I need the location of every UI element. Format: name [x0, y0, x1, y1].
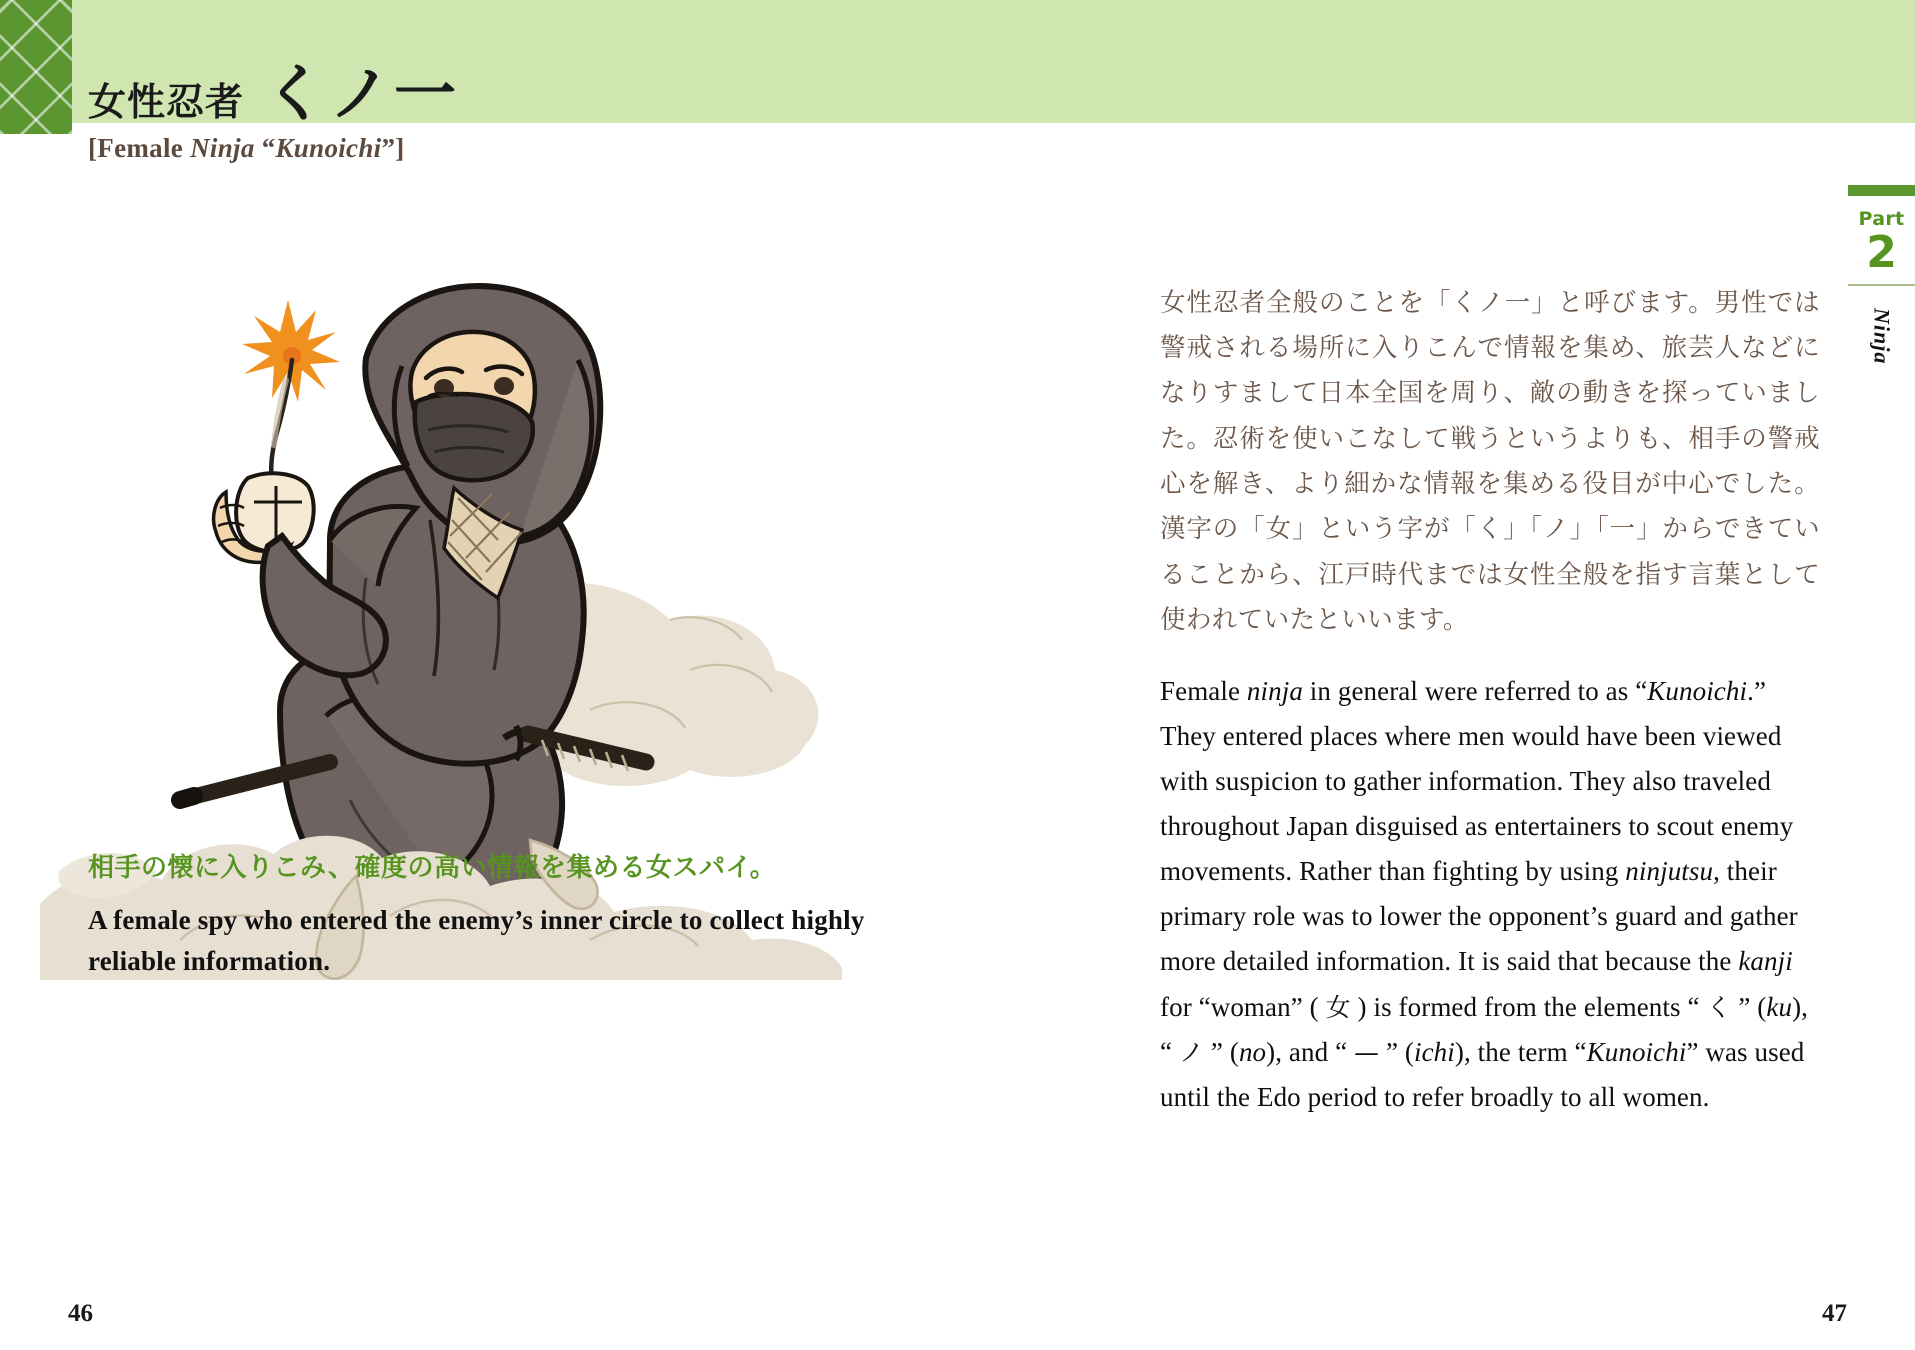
en-italic-no: no — [1238, 1036, 1267, 1067]
en-seg-4: , their primary role was to lower the opponent’s guard and gather more detailed information. It is said that because the — [1160, 856, 1798, 977]
en-italic-kunoichi-2: Kunoichi — [1586, 1036, 1687, 1067]
part-tab-label: Part — [1858, 208, 1905, 230]
illustration-caption — [88, 850, 888, 982]
lit-firework-spark — [242, 300, 340, 402]
part-tab-divider — [1848, 284, 1915, 286]
subtitle-quote-open: “ — [254, 133, 276, 163]
en-kana-no: ノ — [1178, 1037, 1205, 1067]
body-text-japanese: 女性忍者全般のことを「くノ一」と呼びます。男性では警戒される場所に入りこんで情報を集め、旅芸人などになりすまして日本全国を周り、敵の動きを探っていました。忍術を使いこなして戦うというよりも、相手の警戒心を解き、より細かな情報を集める役目が中心でした。漢字の「女」という字が「く」「ノ」「一」からできていることから、江戸時代までは女性全般を指す言葉として使われていたといいます。 — [1160, 287, 1820, 636]
page-number-right: 47 — [1822, 1300, 1847, 1327]
part-tab-marker — [1848, 185, 1915, 369]
en-seg-1: Female — [1160, 676, 1247, 706]
page-title-prefix: 女性忍者 — [88, 80, 245, 124]
en-seg-5: for “woman” ( — [1160, 991, 1326, 1022]
page-title — [88, 44, 459, 133]
en-seg-7: ” ( — [1731, 991, 1767, 1022]
subtitle-open-bracket: [ — [88, 133, 98, 163]
en-italic-ichi: ichi — [1414, 1036, 1455, 1067]
left-page — [0, 170, 930, 1250]
subtitle-ninja: Ninja — [190, 133, 255, 163]
en-italic-kanji: kanji — [1738, 946, 1793, 977]
en-kana-ichi: — — [1354, 1037, 1380, 1067]
en-seg-3: .” They entered places where men would have been viewed with suspicion to gather information. They also traveled throughout Japan disguised as entertainers to scout enemy movements. Rather than fighting by using — [1160, 676, 1794, 887]
caption-english: A female spy who entered the enemy’s inner circle to collect highly reliable information. — [88, 904, 865, 976]
part-tab-number: 2 — [1866, 227, 1897, 278]
right-page — [1160, 255, 1820, 1147]
body-text-english — [1160, 669, 1820, 1120]
lattice-corner-decoration — [0, 0, 72, 134]
caption-japanese: 相手の懐に入りこみ、確度の高い情報を集める女スパイ。 — [88, 853, 777, 883]
en-seg-11: ” ( — [1379, 1036, 1414, 1067]
page-title-main: くノ一 — [264, 57, 460, 130]
subtitle-close-bracket: ] — [395, 133, 405, 163]
en-italic-ninjutsu: ninjutsu — [1625, 856, 1714, 887]
en-seg-12: ), the term “ — [1454, 1036, 1587, 1067]
en-kana-ku: く — [1706, 992, 1732, 1022]
subtitle-quote-close: ” — [381, 133, 396, 163]
page-number-left: 46 — [68, 1300, 93, 1327]
en-seg-6: ) is formed from the elements “ — [1350, 991, 1707, 1022]
subtitle-kunoichi: Kunoichi — [275, 133, 382, 163]
en-seg-10: ), and “ — [1266, 1036, 1354, 1067]
en-seg-9: ” ( — [1204, 1036, 1239, 1067]
en-kanji-woman: 女 — [1325, 992, 1351, 1022]
en-seg-13: ” was used until the Edo period to refer broadly to all women. — [1160, 1036, 1805, 1112]
subtitle — [88, 133, 405, 164]
subtitle-female: Female — [97, 133, 191, 163]
en-italic-kunoichi-1: Kunoichi — [1647, 676, 1748, 706]
en-seg-2: in general were referred to as “ — [1302, 676, 1648, 706]
en-seg-8: ), “ — [1160, 991, 1809, 1067]
part-tab-chapter-name: Ninja — [1869, 307, 1895, 365]
part-tab-accent-bar — [1848, 185, 1915, 196]
en-italic-ninja: ninja — [1246, 676, 1303, 706]
en-italic-ku: ku — [1766, 991, 1793, 1022]
